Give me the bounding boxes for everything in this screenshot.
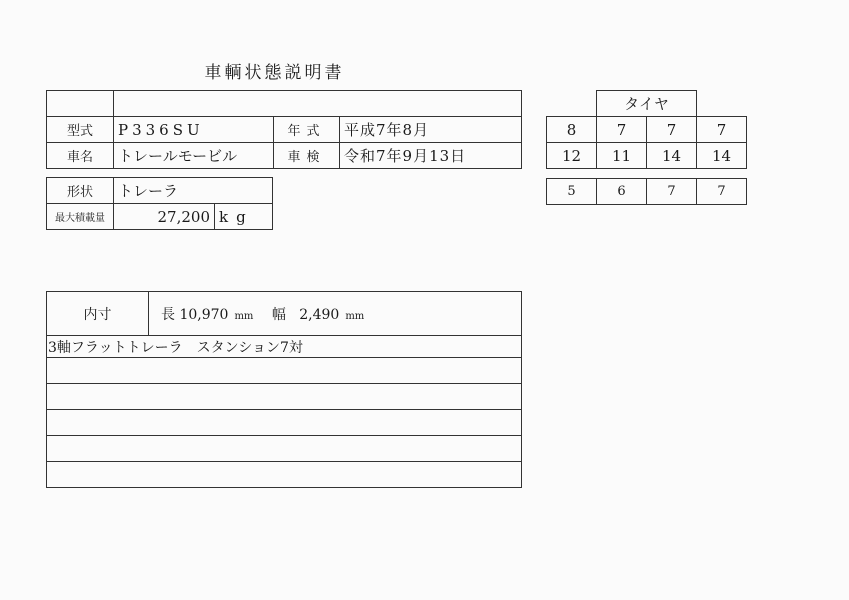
tire-header-row — [547, 91, 747, 117]
tire-cell: 6 — [597, 179, 647, 205]
tire-cell: 7 — [597, 117, 647, 143]
info-row-model — [47, 117, 522, 143]
model-value: P336SU — [114, 117, 274, 143]
interior-table — [46, 291, 522, 488]
length-value: 10,970 — [179, 306, 229, 323]
tire-cell: 12 — [547, 143, 597, 169]
interior-label: 内寸 — [47, 292, 149, 336]
note-line — [47, 436, 522, 462]
tire-cell: 7 — [647, 117, 697, 143]
tire-row-1 — [547, 117, 747, 143]
note-line — [47, 384, 522, 410]
spec-row-shape — [47, 178, 273, 204]
tire-cell: 7 — [647, 179, 697, 205]
inspection-value: 令和7年9月13日 — [340, 143, 522, 169]
note-text — [47, 410, 522, 436]
interior-dimensions — [149, 292, 522, 336]
note-line — [47, 336, 522, 358]
tire-row-3 — [547, 179, 747, 205]
length-unit: mm — [234, 310, 254, 322]
name-label: 車名 — [47, 143, 114, 169]
length-label: 長 — [161, 306, 175, 323]
tire-cell: 14 — [647, 143, 697, 169]
tire-cell: 7 — [697, 179, 747, 205]
info-blank-row — [47, 91, 522, 117]
year-value: 平成7年8月 — [340, 117, 522, 143]
tire-cell: 11 — [597, 143, 647, 169]
tire-cell: 8 — [547, 117, 597, 143]
note-line — [47, 462, 522, 488]
capacity-value: 27,200 — [114, 204, 215, 230]
info-row-name — [47, 143, 522, 169]
capacity-label: 最大積載量 — [47, 204, 114, 230]
width-value: 2,490 — [299, 306, 340, 323]
year-label: 年式 — [274, 117, 340, 143]
note-text: 3軸フラットトレーラ スタンション7対 — [47, 336, 522, 358]
note-text — [47, 358, 522, 384]
tire-table-lower — [546, 178, 747, 205]
note-line — [47, 410, 522, 436]
blank-cell — [114, 91, 522, 117]
note-line — [47, 358, 522, 384]
vehicle-info-table — [46, 90, 522, 169]
interior-header-row — [47, 292, 522, 336]
width-unit: mm — [345, 310, 365, 322]
blank-cell — [47, 91, 114, 117]
note-text — [47, 384, 522, 410]
tire-cell: 7 — [697, 117, 747, 143]
tire-row-2 — [547, 143, 747, 169]
note-text — [47, 462, 522, 488]
blank-cell — [547, 91, 597, 117]
name-value: トレールモービル — [114, 143, 274, 169]
capacity-unit: kg — [215, 204, 273, 230]
width-label: 幅 — [271, 306, 286, 323]
document-title: 車輌状態説明書 — [204, 63, 345, 83]
inspection-label: 車検 — [274, 143, 340, 169]
note-text — [47, 436, 522, 462]
shape-label: 形状 — [47, 178, 114, 204]
tire-table — [546, 90, 747, 169]
spec-row-capacity — [47, 204, 273, 230]
tire-cell: 14 — [697, 143, 747, 169]
shape-value: トレーラ — [114, 178, 273, 204]
model-label: 型式 — [47, 117, 114, 143]
tire-label: タイヤ — [597, 91, 697, 117]
blank-cell — [697, 91, 747, 117]
tire-cell: 5 — [547, 179, 597, 205]
spec-table — [46, 177, 273, 230]
